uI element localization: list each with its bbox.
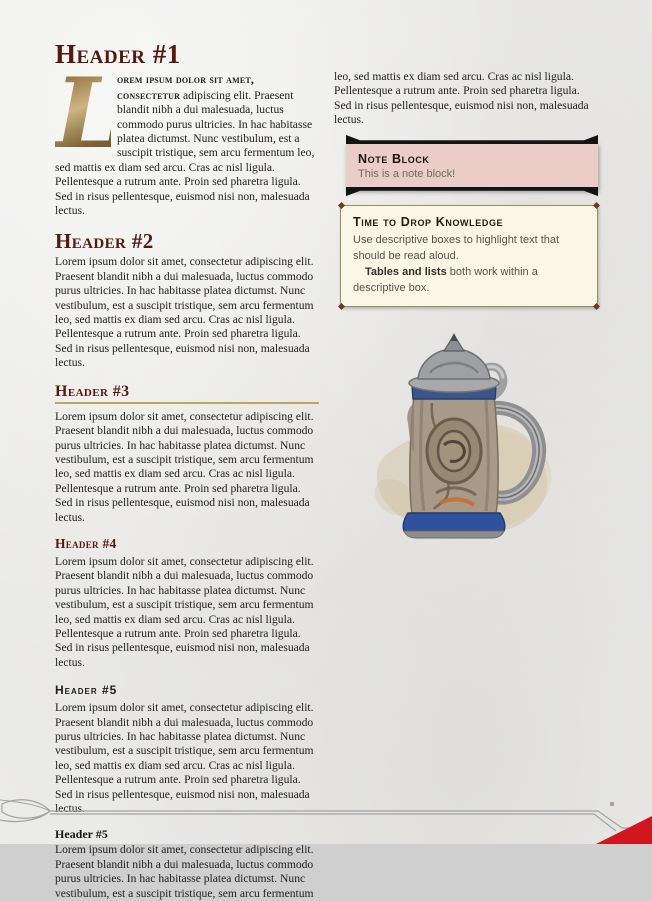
- heading-2: Header #2: [55, 229, 154, 254]
- note-block: [346, 142, 598, 189]
- heading-6: Header #5: [55, 827, 108, 842]
- heading-1: Header #1: [55, 39, 181, 69]
- right-column: [334, 40, 598, 545]
- note-block-bottom-bar: [346, 187, 598, 196]
- descriptive-box-paragraph: Use descriptive boxes to highlight text that should be read aloud.: [353, 233, 560, 262]
- lead-paragraph: [55, 57, 319, 218]
- heading-5: Header #5: [55, 683, 118, 698]
- body-paragraph-2: Lorem ipsum dolor sit amet, consectetur adipiscing elit. Praesent blandit nibh a dui malesuada, luctus commodo purus ultricies. In hac habitasse platea dictumst. Nunc vestibulum, est a suscipit tristique, sem arcu fermentum leo, sed mattis ex diam sed arcu. Cras ac nisl ligula. Pellentesque a rutrum ante. Proin sed pharetra ligula. Sed in risus pellentesque, euismod nisi non, malesuada lectus.: [55, 255, 314, 370]
- descriptive-box-emphasis: Tables and lists: [365, 265, 447, 278]
- descriptive-box: [340, 205, 598, 307]
- corner-dot-icon: [593, 303, 600, 310]
- left-column: [55, 39, 319, 900]
- note-block-body: This is a note block!: [358, 167, 456, 180]
- note-block-top-bar: [346, 135, 598, 144]
- heading-4: Header #4: [55, 535, 117, 551]
- body-paragraph-4: Lorem ipsum dolor sit amet, consectetur adipiscing elit. Praesent blandit nibh a dui malesuada, luctus commodo purus ultricies. In hac habitasse platea dictumst. Nunc vestibulum, est a suscipit tristique, sem arcu fermentum leo, sed mattis ex diam sed arcu. Cras ac nisl ligula. Pellentesque a rutrum ante. Proin sed pharetra ligula. Sed in risus pellentesque, euismod nisi non, malesuada lectus.: [55, 554, 314, 669]
- footer-ornament: [0, 794, 652, 844]
- body-paragraph-6-truncated: Lorem ipsum dolor sit amet, consectetur adipiscing elit. Praesent blandit nibh a dui malesuada, luctus commodo purus ultricies. In hac habitasse platea dictumst. Nunc vestibulum, est a suscipit tristique, sem arcu fermentum: [55, 843, 314, 900]
- footer-square-dot: [610, 802, 614, 806]
- column-overflow-paragraph: leo, sed mattis ex diam sed arcu. Cras ac nisl ligula. Pellentesque a rutrum ante. Proin sed pharetra ligula. Sed in risus pellentesque, euismod nisi non, malesuada lectus.: [334, 70, 589, 127]
- corner-dot-icon: [338, 303, 345, 310]
- drop-cap-letter: L: [55, 57, 123, 171]
- corner-dot-icon: [593, 202, 600, 209]
- beer-stein-svg: [348, 333, 574, 545]
- body-paragraph-5: Lorem ipsum dolor sit amet, consectetur adipiscing elit. Praesent blandit nibh a dui malesuada, luctus commodo purus ultricies. In hac habitasse platea dictumst. Nunc vestibulum, est a suscipit tristique, sem arcu fermentum leo, sed mattis ex diam sed arcu. Cras ac nisl ligula. Pellentesque a rutrum ante. Proin sed pharetra ligula. Sed in risus pellentesque, euismod nisi non, malesuada lectus.: [55, 701, 314, 816]
- corner-dot-icon: [338, 202, 345, 209]
- red-corner-triangle: [596, 816, 652, 844]
- lead-opening-caps: orem ipsum dolor sit amet, consectetur: [117, 72, 255, 102]
- descriptive-box-title: Time to Drop Knowledge: [353, 214, 504, 229]
- beer-stein-illustration: [348, 333, 574, 545]
- body-paragraph-3: Lorem ipsum dolor sit amet, consectetur adipiscing elit. Praesent blandit nibh a dui malesuada, luctus commodo purus ultricies. In hac habitasse platea dictumst. Nunc vestibulum, est a suscipit tristique, sem arcu fermentum leo, sed mattis ex diam sed arcu. Cras ac nisl ligula. Pellentesque a rutrum ante. Proin sed pharetra ligula. Sed in risus pellentesque, euismod nisi non, malesuada lectus.: [55, 409, 314, 524]
- descriptive-box-line2: Tables and lists both work within a descriptive box.: [353, 265, 538, 294]
- note-block-title: Note Block: [358, 151, 430, 166]
- lead-body-text: adipiscing elit. Praesent blandit nibh a dui malesuada, luctus commodo purus ultricies. In hac habitasse platea dictumst. Nunc vestibulum, est a suscipit tristique, sem arcu fermentum leo, sed mattis ex diam sed arcu. Cras ac nisl ligula. Pellentesque a rutrum ante. Proin sed pharetra ligula. Sed in risus pellentesque, euismod nisi non, malesuada lectus.: [55, 88, 315, 217]
- heading-3: Header #3: [55, 383, 319, 404]
